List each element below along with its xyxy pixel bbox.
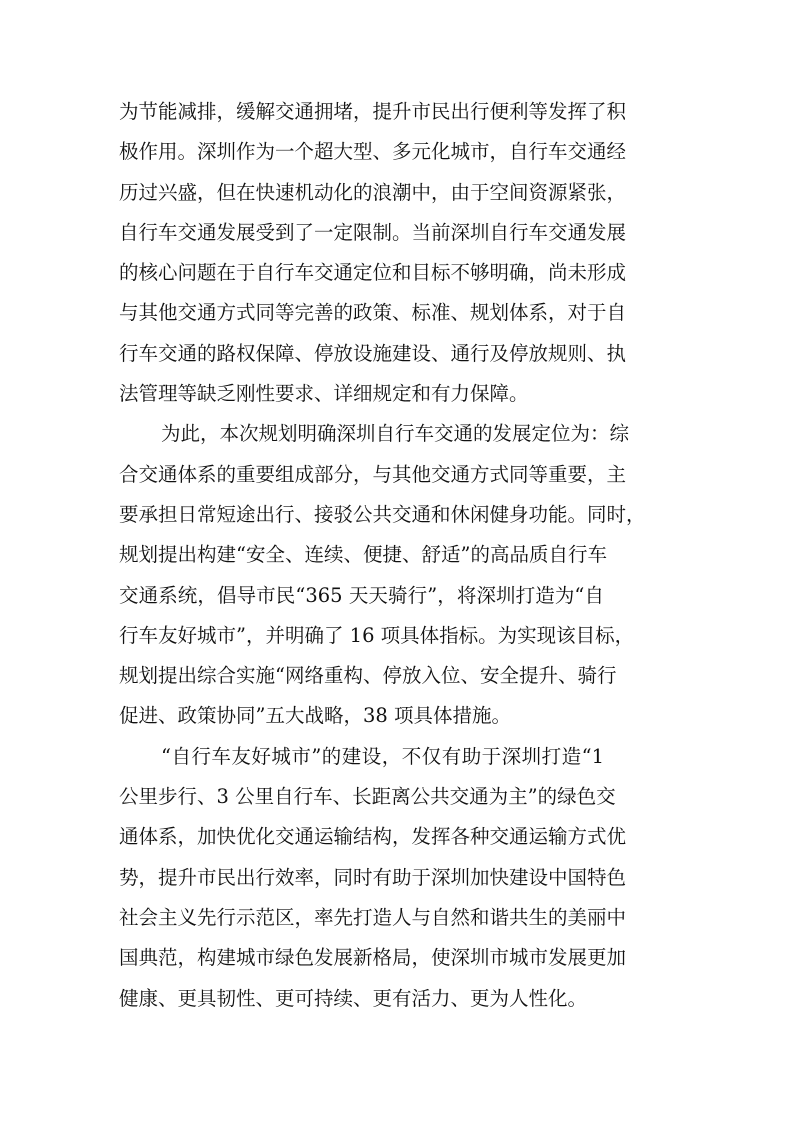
text-line: 健康、更具韧性、更可持续、更有活力、更为人性化。: [119, 986, 588, 1010]
text-line: 法管理等缺乏刚性要求、详细规定和有力保障。: [119, 382, 529, 406]
paragraph: [119, 92, 627, 414]
text-line: 国典范，构建城市绿色发展新格局，使深圳市城市发展更加: [119, 946, 627, 970]
text-line: 行车交通的路权保障、停放设施建设、通行及停放规则、执: [119, 341, 627, 365]
text-line: 合交通体系的重要组成部分，与其他交通方式同等重要，主: [119, 462, 627, 486]
text-line: “自行车友好城市”的建设，不仅有助于深圳打造“1: [161, 744, 604, 768]
text-line: 规划提出构建“安全、连续、便捷、舒适”的高品质自行车: [119, 543, 607, 567]
text-line: 要承担日常短途出行、接驳公共交通和休闲健身功能。同时，: [119, 502, 646, 526]
text-line: 为节能减排，缓解交通拥堵，提升市民出行便利等发挥了积: [119, 100, 627, 123]
text-line: 势，提升市民出行效率，同时有助于深圳加快建设中国特色: [119, 865, 627, 889]
text-line: 的核心问题在于自行车交通定位和目标不够明确，尚未形成: [119, 261, 627, 285]
text-line: 与其他交通方式同等完善的政策、标准、规划体系，对于自: [119, 301, 627, 325]
text-line: 通体系，加快优化交通运输结构，发挥各种交通运输方式优: [119, 825, 627, 849]
text-line: 交通系统，倡导市民“365 天天骑行”，将深圳打造为“自: [119, 583, 604, 607]
document-page: [119, 92, 646, 1019]
text-line: 极作用。深圳作为一个超大型、多元化城市，自行车交通经: [119, 140, 627, 164]
text-line: 为此，本次规划明确深圳自行车交通的发展定位为：综: [161, 422, 630, 446]
text-line: 历过兴盛，但在快速机动化的浪潮中，由于空间资源紧张，: [119, 180, 627, 204]
text-line: 规划提出综合实施“网络重构、停放入位、安全提升、骑行: [119, 664, 617, 688]
text-line: 社会主义先行示范区，率先打造人与自然和谐共生的美丽中: [119, 905, 627, 929]
paragraph: [119, 414, 646, 736]
text-line: 行车友好城市”，并明确了 16 项具体指标。为实现该目标，: [119, 623, 635, 647]
text-line: 自行车交通发展受到了一定限制。当前深圳自行车交通发展: [119, 220, 627, 244]
paragraph: [119, 737, 627, 1019]
text-line: 公里步行、3 公里自行车、长距离公共交通为主”的绿色交: [119, 785, 616, 809]
text-line: 促进、政策协同”五大战略，38 项具体措施。: [119, 704, 511, 728]
